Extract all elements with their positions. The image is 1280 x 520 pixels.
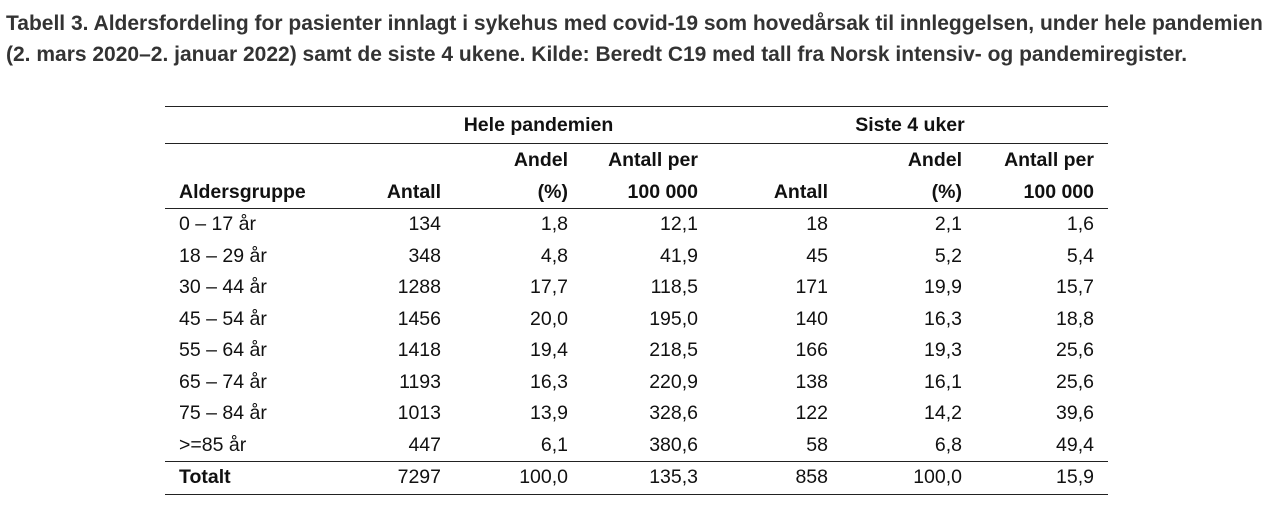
group-header-row (165, 107, 1108, 144)
value-cell: 15,7 (1056, 276, 1094, 298)
value-cell: 58 (806, 433, 828, 456)
total-value-cell: 135,3 (582, 462, 712, 495)
column-header: Aldersgruppe (165, 176, 365, 209)
value-cell: 220,9 (649, 370, 698, 393)
value-cell: 19,4 (530, 339, 568, 361)
value-cell: 1456 (397, 307, 441, 330)
table-row (165, 241, 1108, 273)
value-cell: 195,0 (649, 307, 698, 330)
value-cell: 171 (795, 276, 828, 298)
group-header-spacer (165, 107, 365, 144)
age-group-cell: 18 – 29 år (179, 244, 267, 267)
table-body (165, 209, 1108, 462)
value-cell: 5,4 (1066, 244, 1094, 267)
table-row (165, 367, 1108, 399)
table-row (165, 209, 1108, 241)
value-cell: 19,3 (924, 339, 962, 361)
value-cell: 20,0 (530, 307, 568, 330)
value-cell: 447 (408, 433, 441, 456)
value-cell: 39,6 (1056, 402, 1094, 424)
value-cell: 1013 (397, 402, 441, 424)
value-cell: 13,9 (530, 402, 568, 424)
column-header-row-1 (165, 144, 1108, 177)
table-row (165, 335, 1108, 367)
value-cell: 16,3 (530, 370, 568, 393)
column-header (365, 144, 455, 177)
column-header: Andel (907, 149, 962, 171)
value-cell: 1418 (397, 339, 441, 361)
table-row (165, 272, 1108, 304)
value-cell: 134 (408, 213, 441, 235)
value-cell: 166 (795, 339, 828, 361)
value-cell: 380,6 (649, 433, 698, 456)
age-group-cell: 45 – 54 år (179, 307, 267, 330)
column-header: (%) (842, 176, 976, 209)
value-cell: 2,1 (934, 213, 962, 235)
value-cell: 19,9 (924, 276, 962, 298)
value-cell: 138 (795, 370, 828, 393)
value-cell: 1288 (397, 276, 441, 298)
value-cell: 18,8 (1056, 307, 1094, 330)
value-cell: 1,8 (540, 213, 568, 235)
value-cell: 348 (408, 244, 441, 267)
value-cell: 6,1 (540, 433, 568, 456)
group-header-hele-pandemien: Hele pandemien (365, 107, 712, 144)
column-header: 100 000 (582, 176, 712, 209)
value-cell: 49,4 (1056, 433, 1094, 456)
value-cell: 4,8 (540, 244, 568, 267)
value-cell: 16,3 (924, 307, 962, 330)
table-row (165, 398, 1108, 430)
group-header-siste-4-uker: Siste 4 uker (712, 107, 1108, 144)
table-caption: Tabell 3. Aldersfordeling for pasienter innlagt i sykehus med covid-19 som hovedårsak til innleggelsen, under hele pandemien (2. mars 2020–2. januar 2022) samt de siste 4 ukene. Kilde: Beredt C19 med tall fra Norsk intensiv- og pandemiregister. (6, 12, 1263, 66)
value-cell: 16,1 (924, 370, 962, 393)
column-header: Antall per (1004, 149, 1094, 171)
column-header: Antall (712, 176, 842, 209)
value-cell: 140 (795, 307, 828, 330)
table-row (165, 430, 1108, 462)
value-cell: 41,9 (660, 244, 698, 267)
age-group-cell: >=85 år (179, 433, 247, 456)
value-cell: 218,5 (649, 339, 698, 361)
value-cell: 45 (806, 244, 828, 267)
age-group-cell: 0 – 17 år (179, 213, 256, 235)
total-value-cell: 858 (712, 462, 842, 495)
age-group-cell: 55 – 64 år (179, 339, 267, 361)
value-cell: 12,1 (660, 213, 698, 235)
value-cell: 14,2 (924, 402, 962, 424)
total-row (165, 462, 1108, 495)
value-cell: 1,6 (1066, 213, 1094, 235)
column-header: Andel (513, 149, 568, 171)
value-cell: 25,6 (1056, 370, 1094, 393)
value-cell: 5,2 (934, 244, 962, 267)
value-cell: 6,8 (934, 433, 962, 456)
age-group-cell: 30 – 44 år (179, 276, 267, 298)
value-cell: 122 (795, 402, 828, 424)
value-cell: 328,6 (649, 402, 698, 424)
total-value-cell: 100,0 (842, 462, 976, 495)
total-value-cell: 7297 (365, 462, 455, 495)
total-value-cell: 15,9 (976, 462, 1108, 495)
total-label-cell: Totalt (165, 462, 365, 495)
value-cell: 118,5 (650, 276, 698, 298)
table-row (165, 304, 1108, 336)
column-header: Antall (365, 176, 455, 209)
column-header: Antall per (608, 149, 698, 171)
value-cell: 18 (806, 213, 828, 235)
column-header: (%) (455, 176, 582, 209)
total-value-cell: 100,0 (455, 462, 582, 495)
column-header (165, 144, 365, 177)
value-cell: 17,7 (530, 276, 568, 298)
age-group-cell: 65 – 74 år (179, 370, 267, 393)
value-cell: 1193 (399, 370, 441, 393)
age-distribution-table (165, 106, 1108, 495)
column-header (712, 144, 842, 177)
age-group-cell: 75 – 84 år (179, 402, 267, 424)
value-cell: 25,6 (1056, 339, 1094, 361)
column-header: 100 000 (976, 176, 1108, 209)
column-header-row-2 (165, 176, 1108, 209)
